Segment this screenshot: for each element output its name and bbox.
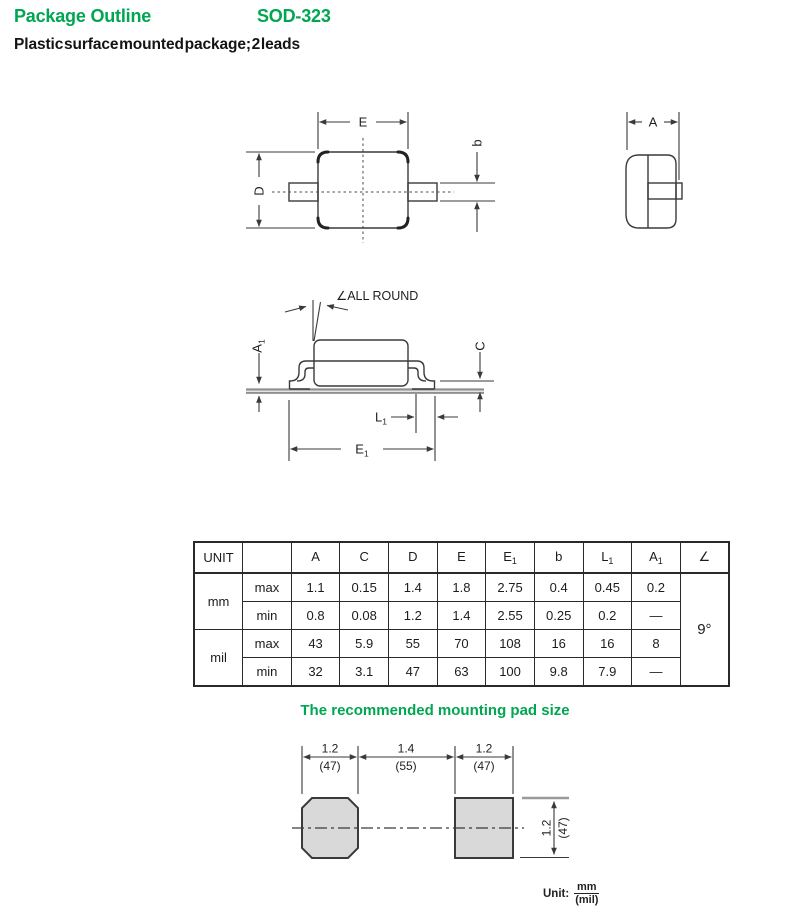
lead-left bbox=[289, 183, 318, 201]
col-header-L1: $L_1$ bbox=[583, 542, 632, 573]
dim-label-d: D bbox=[251, 186, 267, 196]
top-view-drawing bbox=[246, 112, 495, 243]
unit-note-fraction bbox=[574, 881, 599, 906]
dim-label-e1: $E_1$ bbox=[355, 441, 369, 459]
pad-dim-left-mm: 1.2 bbox=[321, 741, 339, 756]
pad-dim-right-mil: (47) bbox=[473, 759, 495, 773]
col-header-E: E bbox=[437, 542, 486, 573]
unit-cell-mil: mil bbox=[194, 629, 243, 686]
dim-e1 bbox=[289, 396, 435, 461]
gullwing-lead-right bbox=[408, 361, 435, 389]
mounting-pad-drawing bbox=[292, 742, 570, 859]
seating-plane-line bbox=[246, 390, 484, 393]
page-title: Package Outline bbox=[14, 6, 152, 26]
table-row-mil-min: min 32 3.1 47 63 100 9.8 7.9 — bbox=[194, 657, 729, 686]
unit-note-denominator: (mil) bbox=[575, 894, 599, 907]
dim-a1 bbox=[250, 339, 267, 412]
table-row-mm-min: min 0.8 0.08 1.2 1.4 2.55 0.25 0.2 — bbox=[194, 602, 729, 630]
dim-a bbox=[627, 112, 679, 180]
side-view-drawing bbox=[246, 289, 494, 461]
pad-dim-left-mil: (47) bbox=[319, 759, 341, 773]
table-row-mm-max: mm max 1.1 0.15 1.4 1.8 2.75 0.4 0.45 0.2 9° bbox=[194, 573, 729, 602]
angle-value-cell: 9° bbox=[680, 573, 729, 686]
package-body-side-view bbox=[314, 340, 408, 386]
dim-l1 bbox=[375, 394, 458, 433]
bound-header-cell bbox=[243, 542, 292, 573]
dim-e bbox=[318, 112, 408, 149]
col-header-E1: $E_1$ bbox=[486, 542, 535, 573]
table-row-mil-max: mil max 43 5.9 55 70 108 16 16 8 bbox=[194, 629, 729, 657]
pad-dim-center-mm: 1.4 bbox=[397, 741, 415, 756]
pad-dim-right-mm: 1.2 bbox=[475, 741, 493, 756]
pad-dim-height-mil: (47) bbox=[556, 817, 570, 839]
dim-label-e: E bbox=[358, 114, 368, 130]
dim-b bbox=[440, 139, 495, 232]
draft-angle-indicator bbox=[285, 289, 418, 341]
dim-label-c: C bbox=[472, 341, 488, 351]
col-header-A: A bbox=[291, 542, 340, 573]
page-subtitle: Plastic surface mounted package; 2 leads bbox=[14, 36, 301, 53]
end-view-drawing bbox=[626, 112, 682, 228]
col-header-A1: $A_1$ bbox=[632, 542, 681, 573]
dim-d bbox=[246, 152, 315, 228]
col-header-C: C bbox=[340, 542, 389, 573]
package-body-end-view bbox=[626, 155, 676, 228]
centerline-cross bbox=[272, 138, 454, 243]
col-header-D: D bbox=[389, 542, 438, 573]
pad-dim-height-mm: 1.2 bbox=[539, 819, 554, 837]
lead-end-view bbox=[648, 183, 682, 199]
dimension-table bbox=[193, 541, 730, 687]
package-name: SOD-323 bbox=[257, 6, 331, 26]
gullwing-lead-left bbox=[290, 361, 315, 389]
dim-label-l1: $L_1$ bbox=[375, 409, 387, 427]
dim-label-b: b bbox=[469, 139, 485, 147]
dim-label-a1: $A_1$ bbox=[249, 339, 267, 353]
dim-pad-height bbox=[520, 798, 570, 858]
col-header-angle: ∠ bbox=[680, 542, 729, 573]
dim-c bbox=[440, 341, 494, 412]
pad-section-heading: The recommended mounting pad size bbox=[300, 702, 570, 719]
unit-cell-mm: mm bbox=[194, 573, 243, 629]
all-round-label: ∠ALL ROUND bbox=[336, 289, 419, 303]
col-header-b: b bbox=[534, 542, 583, 573]
unit-header-cell: UNIT bbox=[194, 542, 243, 573]
pad-dim-center-mil: (55) bbox=[395, 759, 417, 773]
dim-label-a: A bbox=[648, 114, 658, 130]
unit-note-label: Unit: bbox=[543, 887, 570, 900]
unit-note-numerator: mm bbox=[577, 881, 597, 893]
unit-note bbox=[543, 881, 599, 906]
table-header-row bbox=[194, 542, 729, 573]
